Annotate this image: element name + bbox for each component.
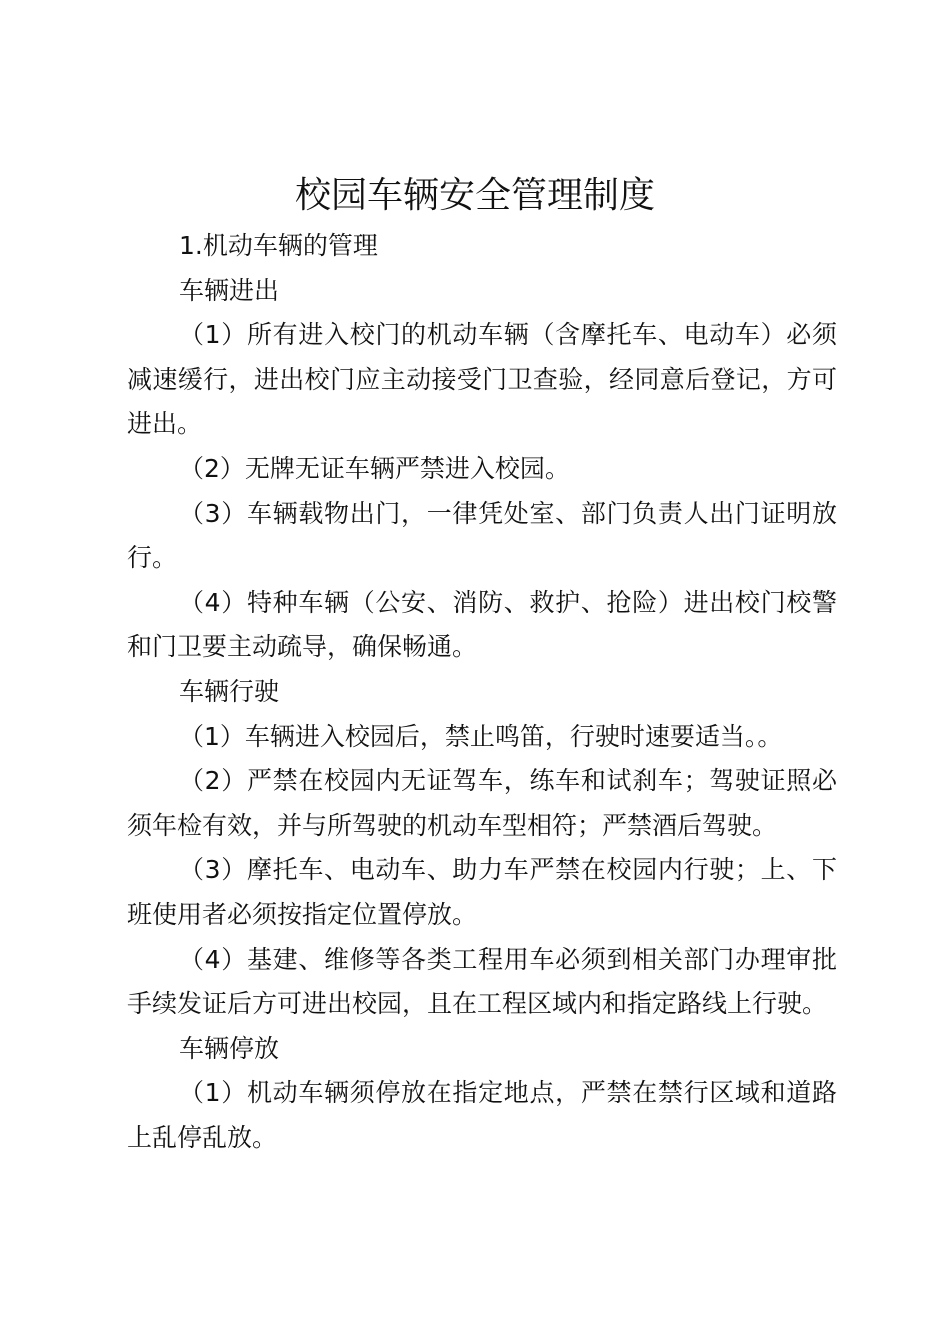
- entry-rule-3: （3）车辆载物出门，一律凭处室、部门负责人出门证明放行。: [127, 498, 837, 573]
- driving-rule-2: （2）严禁在校园内无证驾车，练车和试刹车；驾驶证照必须年检有效，并与所驾驶的机动车型相符；严禁酒后驾驶。: [127, 766, 837, 840]
- parking-rule-1: （1）机动车辆须停放在指定地点，严禁在禁行区域和道路上乱停乱放。: [127, 1078, 837, 1152]
- section-1-heading: 1.机动车辆的管理: [179, 231, 378, 260]
- driving-rule-4: （4）基建、维修等各类工程用车必须到相关部门办理审批手续发证后方可进出校园，且在工程区域内和指定路线上行驶。: [127, 944, 837, 1019]
- entry-rule-2: （2）无牌无证车辆严禁进入校园。: [179, 453, 570, 483]
- document-title: 校园车辆安全管理制度: [294, 175, 655, 216]
- driving-rule-1: （1）车辆进入校园后，禁止鸣笛，行驶时速要适当。。: [179, 721, 783, 751]
- subheading-entry-exit: 车辆进出: [179, 275, 280, 305]
- driving-rule-3: （3）摩托车、电动车、助力车严禁在校园内行驶；上、下班使用者必须按指定位置停放。: [127, 855, 837, 929]
- document-body: [127, 224, 837, 1160]
- subheading-driving: 车辆行驶: [179, 676, 280, 706]
- entry-rule-4: （4）特种车辆（公安、消防、救护、抢险）进出校门校警和门卫要主动疏导，确保畅通。: [127, 587, 837, 662]
- subheading-parking: 车辆停放: [179, 1033, 280, 1063]
- entry-rule-1: （1）所有进入校门的机动车辆（含摩托车、电动车）必须减速缓行，进出校门应主动接受门卫查验，经同意后登记，方可进出。: [127, 320, 837, 439]
